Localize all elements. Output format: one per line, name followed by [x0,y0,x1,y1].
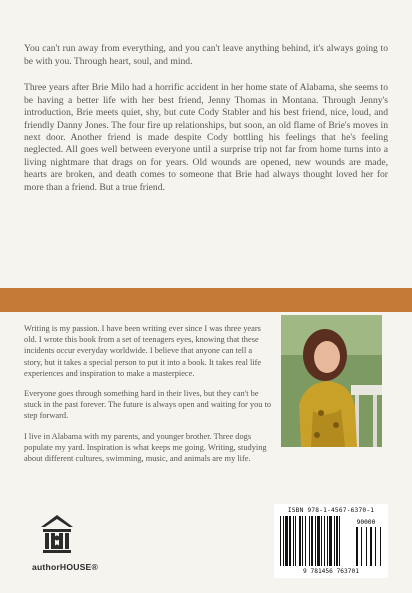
accent-band [0,288,412,312]
barcode-bar [302,516,303,566]
ean-number: 9 781456 763701 [303,568,359,575]
barcode-bar [327,516,328,566]
barcode-bar [339,516,340,566]
barcode-bar [356,527,358,566]
barcode-bar [336,516,338,566]
barcode-bar [317,516,320,566]
author-bio [24,323,272,473]
tagline: You can't run away from everything, and you can't leave anything behind, it's always going to be with you. Through heart, soul, and mind. [24,43,388,68]
barcode-bar [280,516,281,566]
barcode-bar [370,527,372,566]
barcode-bar [366,527,367,566]
publisher-name: authorHOUSE® [32,562,99,572]
barcode-bar [361,527,362,566]
barcode-bar [293,516,294,566]
barcode-bar [380,527,381,566]
barcode-bar [375,527,376,566]
barcode-bar [299,516,301,566]
barcode-bar [334,516,335,566]
barcode-bar [324,516,325,566]
back-cover-text [24,42,388,194]
barcode-bar [285,516,288,566]
barcode-bar [305,516,306,566]
barcode-bar [315,516,316,566]
author-photo [281,315,382,447]
publisher-logo [32,514,112,574]
barcode-bar [309,516,310,566]
author-photo-image [281,315,382,447]
barcode-bar [283,516,284,566]
bio-paragraph: Everyone goes through something hard in their lives, but they can't be stuck in the past forever. The future is always open and waiting for you to step forward. [24,389,272,421]
barcode-icon [280,516,382,566]
barcode-bar [321,516,322,566]
barcode-bar [295,516,296,566]
synopsis: Three years after Brie Milo had a horrific accident in her home state of Alabama, she seems to be having a better life with her best friend, Jenny Thomas in Montana. Through Jenny's introduction, Brie meets quiet, shy, but cute Cody Stabler and his best friend, nice, loud, and friendly Danny Jones. The four fire up relationships, but soon, an old flame of Brie's moves in next door. Another friend is made despite Cody bottling his feelings that he's feeling neglected. All goes well between everyone until a surprise trip not far from home turns into a living nightmare that drags on for years. Old wounds are opened, new wounds are made, hearts are broken, and death comes to someone that Brie had always thought loved her for more than a friend. But a true friend. [24,82,388,193]
publisher-house-icon [40,514,74,554]
bio-paragraph: Writing is my passion. I have been writing ever since I was three years old. I wrote this book from a set of teenagers eyes, knowing that these incidents occur everyday worldwide. I believe that anyone can tell a story, but it takes a special person to put it into a book. It takes real life experiences and inspiration to make a masterpiece. [24,324,262,378]
barcode-bar [329,516,332,566]
isbn-barcode [274,504,388,578]
bio-paragraph: I live in Alabama with my parents, and younger brother. Three dogs populate my yard. Inspiration is what keeps me going. Writing, studying about different cultures, swimming, music, and animals are my life. [24,431,267,464]
barcode-bar [311,516,313,566]
price-code: 90000 [356,519,376,526]
barcode-bar [289,516,291,566]
isbn-label: ISBN 978-1-4567-6370-1 [287,507,375,514]
